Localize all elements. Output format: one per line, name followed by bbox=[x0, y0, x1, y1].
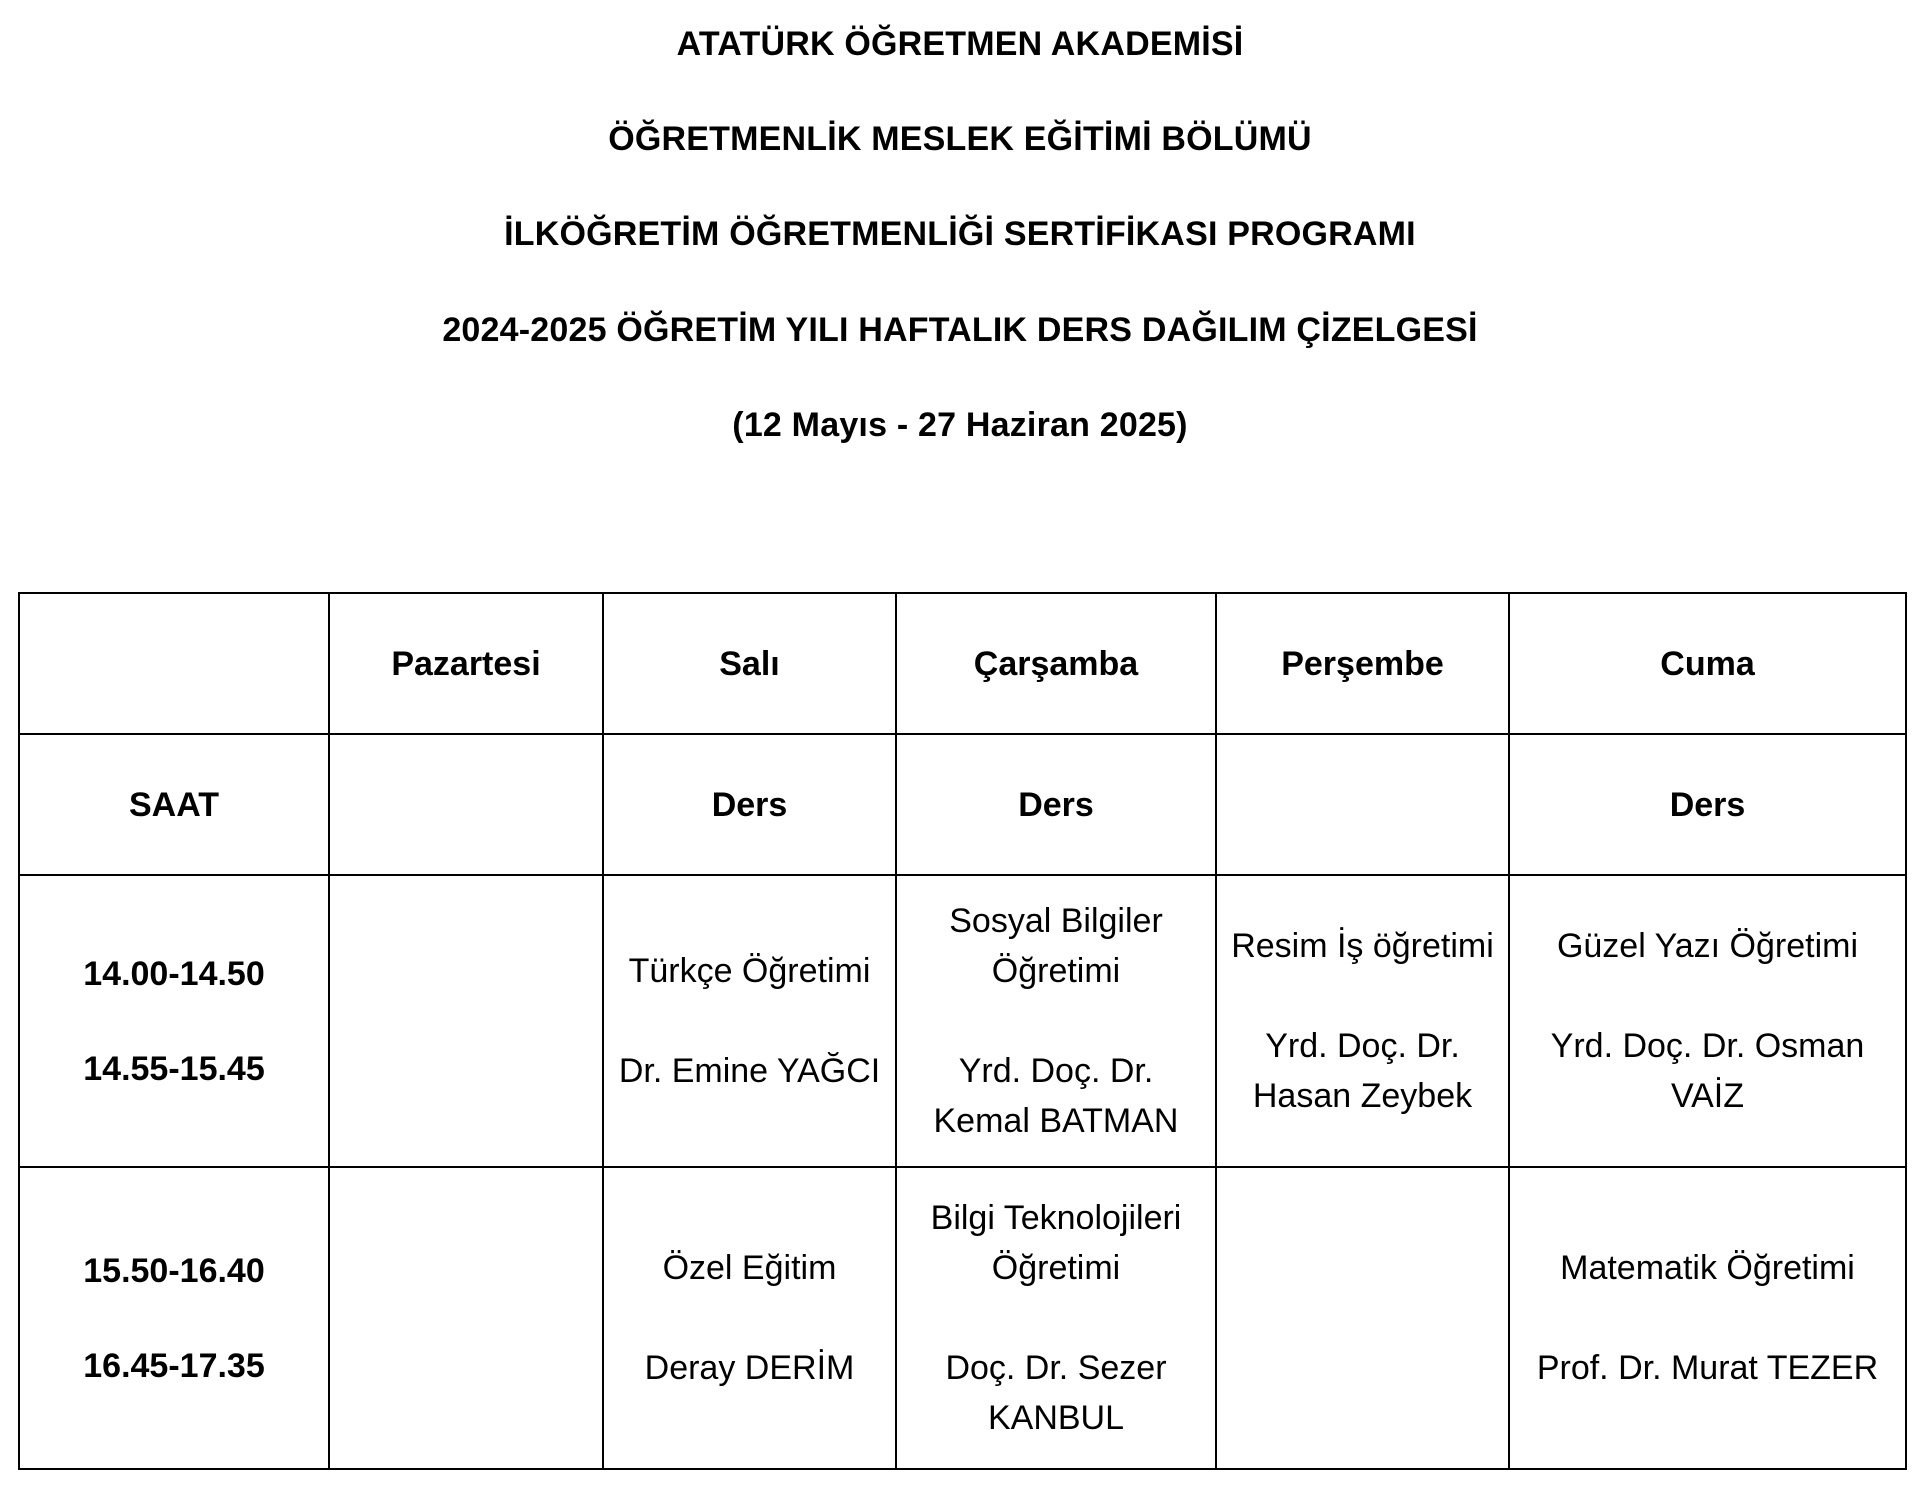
day-header-row bbox=[19, 593, 1906, 734]
schedule-cell-friday bbox=[1509, 1167, 1906, 1469]
course-name: Türkçe Öğretimi bbox=[628, 952, 871, 990]
day-header-wednesday: Çarşamba bbox=[896, 593, 1216, 734]
title-schedule: 2024-2025 ÖĞRETİM YILI HAFTALIK DERS DAĞILIM ÇİZELGESİ bbox=[442, 311, 1478, 349]
header-corner-cell bbox=[19, 593, 329, 734]
course-name: Güzel Yazı Öğretimi bbox=[1556, 927, 1859, 965]
subheader-thursday bbox=[1216, 734, 1509, 875]
schedule-cell-thursday bbox=[1216, 875, 1509, 1167]
course-name: Matematik Öğretimi bbox=[1560, 1249, 1855, 1287]
schedule-cell-monday bbox=[329, 1167, 603, 1469]
table-row bbox=[19, 875, 1906, 1167]
subheader-wednesday: Ders bbox=[896, 734, 1216, 875]
instructor-name: Yrd. Doç. Dr. Osman VAİZ bbox=[1550, 1027, 1865, 1115]
subheader-monday bbox=[329, 734, 603, 875]
schedule-cell-tuesday bbox=[603, 1167, 896, 1469]
subheader-row bbox=[19, 734, 1906, 875]
course-name: Resim İş öğretimi bbox=[1231, 927, 1494, 965]
schedule-cell-monday bbox=[329, 875, 603, 1167]
day-header-friday: Cuma bbox=[1509, 593, 1906, 734]
title-program: İLKÖĞRETİM ÖĞRETMENLİĞİ SERTİFİKASI PROGRAMI bbox=[504, 215, 1416, 253]
time-slot-cell bbox=[19, 875, 329, 1167]
instructor-name: Deray DERİM bbox=[644, 1349, 855, 1387]
instructor-name: Doç. Dr. Sezer KANBUL bbox=[945, 1349, 1167, 1437]
subheader-friday: Ders bbox=[1509, 734, 1906, 875]
course-name: Bilgi Teknolojileri Öğretimi bbox=[930, 1199, 1182, 1287]
schedule-cell-friday bbox=[1509, 875, 1906, 1167]
schedule-cell-tuesday bbox=[603, 875, 896, 1167]
course-name: Sosyal Bilgiler Öğretimi bbox=[949, 902, 1163, 990]
schedule-cell-wednesday bbox=[896, 1167, 1216, 1469]
instructor-name: Dr. Emine YAĞCI bbox=[618, 1052, 881, 1090]
saat-header: SAAT bbox=[19, 734, 329, 875]
schedule-cell-wednesday bbox=[896, 875, 1216, 1167]
schedule-cell-thursday bbox=[1216, 1167, 1509, 1469]
title-institution: ATATÜRK ÖĞRETMEN AKADEMİSİ bbox=[676, 25, 1244, 63]
title-date-range: (12 Mayıs - 27 Haziran 2025) bbox=[732, 406, 1188, 444]
day-header-tuesday: Salı bbox=[603, 593, 896, 734]
time-slot: 14.00-14.50 bbox=[83, 954, 265, 993]
instructor-name: Yrd. Doç. Dr. Hasan Zeybek bbox=[1252, 1027, 1473, 1115]
instructor-name: Yrd. Doç. Dr. Kemal BATMAN bbox=[933, 1052, 1179, 1140]
weekly-schedule-table bbox=[18, 592, 1907, 1470]
title-department: ÖĞRETMENLİK MESLEK EĞİTİMİ BÖLÜMÜ bbox=[608, 120, 1312, 158]
time-slot: 16.45-17.35 bbox=[83, 1346, 265, 1385]
day-header-monday: Pazartesi bbox=[329, 593, 603, 734]
day-header-thursday: Perşembe bbox=[1216, 593, 1509, 734]
table-row bbox=[19, 1167, 1906, 1469]
time-slot: 14.55-15.45 bbox=[83, 1049, 265, 1088]
subheader-tuesday: Ders bbox=[603, 734, 896, 875]
course-name: Özel Eğitim bbox=[662, 1249, 837, 1287]
instructor-name: Prof. Dr. Murat TEZER bbox=[1536, 1349, 1879, 1387]
time-slot-cell bbox=[19, 1167, 329, 1469]
time-slot: 15.50-16.40 bbox=[83, 1251, 265, 1290]
